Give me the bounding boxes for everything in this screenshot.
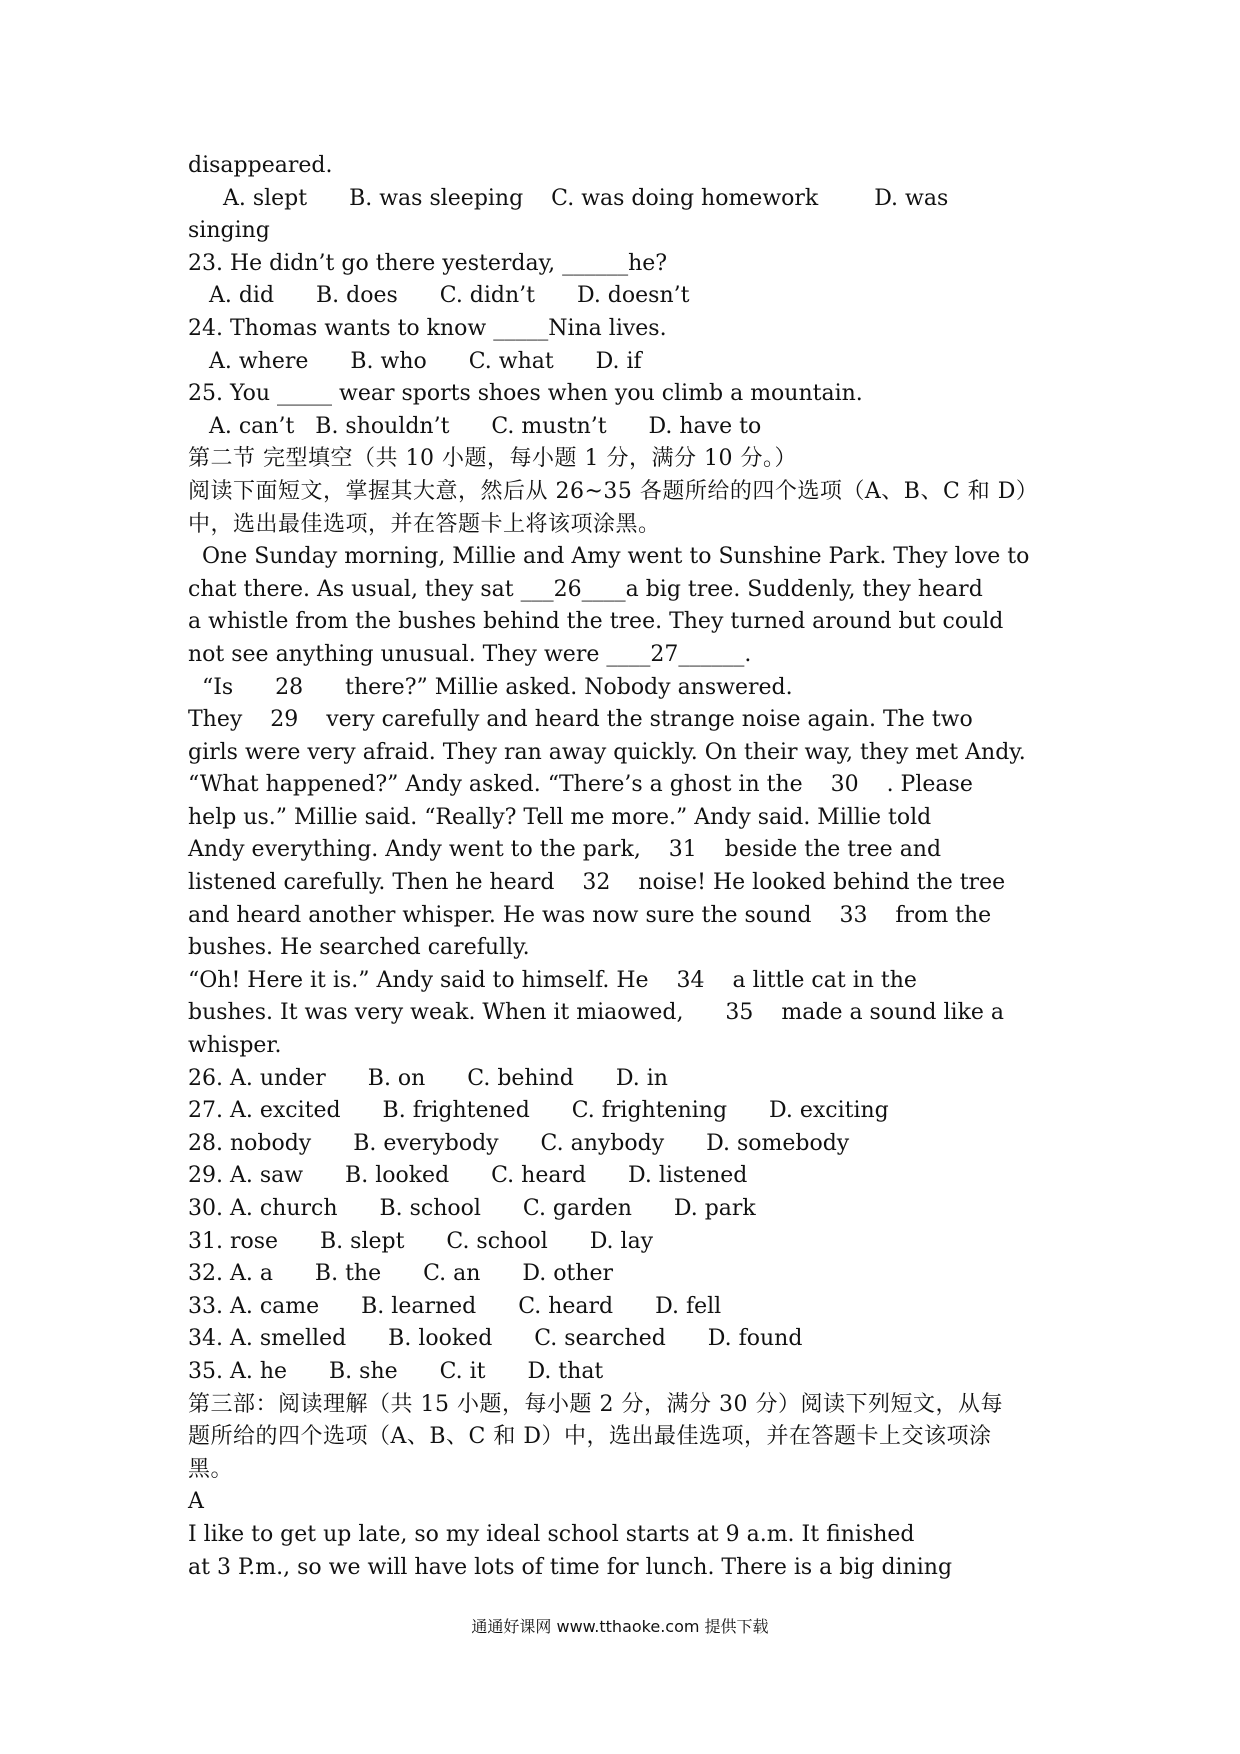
text-line: help us.” Millie said. “Really? Tell me more.” Andy said. Millie told [188,804,932,830]
text-line: One Sunday morning, Millie and Amy went to Sunshine Park. They love to [188,544,1030,570]
text-line: “Oh! Here it is.” Andy said to himself. He 34 a little cat in the [188,967,917,993]
text-line: and heard another whisper. He was now sure the sound 33 from the [188,902,992,928]
text-line: 32. A. a B. the C. an D. other [188,1261,613,1287]
text-line: 第二节 完型填空（共 10 小题，每小题 1 分，满分 10 分。） [188,446,797,472]
text-line: A. slept B. was sleeping C. was doing homework D. was [188,185,949,211]
text-line: 24. Thomas wants to know _____Nina lives. [188,315,667,341]
text-line: 25. You _____ wear sports shoes when you climb a mountain. [188,381,863,407]
text-line: 题所给的四个选项（A、B、C 和 D）中，选出最佳选项，并在答题卡上交该项涂 [188,1424,992,1450]
text-line: Andy everything. Andy went to the park, 31 beside the tree and [188,837,942,863]
text-line: a whistle from the bushes behind the tree. They turned around but could [188,609,1004,635]
text-line: They 29 very carefully and heard the strange noise again. The two [188,707,973,733]
text-line: 26. A. under B. on C. behind D. in [188,1065,668,1091]
text-line: 28. nobody B. everybody C. anybody D. somebody [188,1130,850,1156]
text-line: 31. rose B. slept C. school D. lay [188,1228,654,1254]
text-line: “What happened?” Andy asked. “There’s a ghost in the 30 . Please [188,772,973,798]
text-line: 黑。 [188,1456,234,1482]
page-footer: 通通好课网 www.tthaoke.com 提供下载 [471,1617,769,1636]
text-line: 23. He didn’t go there yesterday, ______he? [188,250,668,276]
text-line: singing [188,218,270,244]
text-line: 阅读下面短文，掌握其大意，然后从 26~35 各题所给的四个选项（A、B、C 和 D） [188,478,1039,504]
text-line: 第三部：阅读理解（共 15 小题，每小题 2 分，满分 30 分）阅读下列短文，从每 [188,1391,1003,1417]
text-line: 33. A. came B. learned C. heard D. fell [188,1293,722,1319]
text-line: 中，选出最佳选项，并在答题卡上将该项涂黑。 [188,511,661,537]
text-line: 35. A. he B. she C. it D. that [188,1358,604,1384]
text-line: at 3 P.m., so we will have lots of time for lunch. There is a big dining [188,1554,953,1580]
text-line: bushes. He searched carefully. [188,935,530,961]
text-line: not see anything unusual. They were ____27______. [188,641,752,667]
text-line: A [188,1489,204,1515]
text-line: A. where B. who C. what D. if [188,348,642,374]
text-line: girls were very afraid. They ran away quickly. On their way, they met Andy. [188,739,1026,765]
document-body [188,150,1068,1584]
text-line: 29. A. saw B. looked C. heard D. listened [188,1163,748,1189]
text-line: 30. A. church B. school C. garden D. park [188,1196,756,1221]
text-line: I like to get up late, so my ideal school starts at 9 a.m. It finished [188,1521,915,1547]
text-line: whisper. [188,1033,282,1059]
text-line: 27. A. excited B. frightened C. frightening D. exciting [188,1098,889,1124]
text-line: “Is 28 there?” Millie asked. Nobody answered. [188,674,793,700]
text-line: bushes. It was very weak. When it miaowed, 35 made a sound like a [188,1000,1005,1026]
text-line: 34. A. smelled B. looked C. searched D. found [188,1326,803,1352]
text-line: chat there. As usual, they sat ___26____a big tree. Suddenly, they heard [188,576,983,602]
text-line: disappeared. [188,153,333,178]
text-line: A. can’t B. shouldn’t C. mustn’t D. have to [188,413,762,439]
text-line: listened carefully. Then he heard 32 noise! He looked behind the tree [188,870,1006,896]
text-line: A. did B. does C. didn’t D. doesn’t [188,283,690,309]
